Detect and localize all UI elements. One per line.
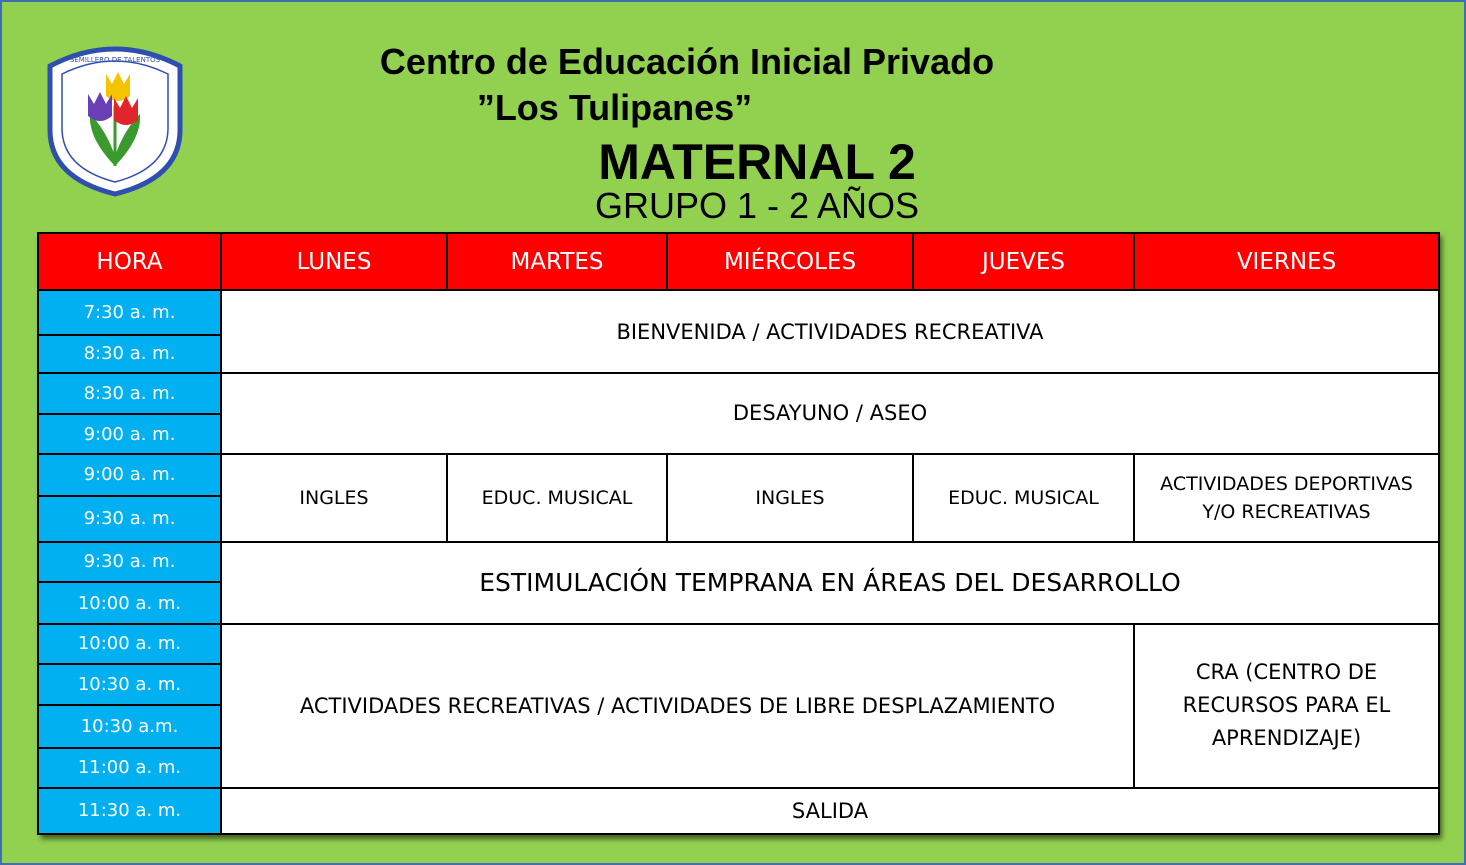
header-miercoles: MIÉRCOLES [667,233,913,290]
activity-welcome: BIENVENIDA / ACTIVIDADES RECREATIVA [221,290,1439,373]
time-cell: 9:00 a. m. [38,454,221,496]
logo-arc-top-text: SEMILLERO DE TALENTOS [69,56,161,64]
table-row [38,542,1439,582]
school-name: Centro de Educación Inicial Privado [379,41,995,82]
time-cell: 10:30 a. m. [38,664,221,705]
activity-thursday: EDUC. MUSICAL [913,454,1134,542]
activity-monday: INGLES [221,454,447,542]
schedule-table [37,232,1440,835]
header-lunes: LUNES [221,233,447,290]
activity-recreation: ACTIVIDADES RECREATIVAS / ACTIVIDADES DE LIBRE DESPLAZAMIENTO [221,624,1134,787]
table-row [38,373,1439,414]
header-jueves: JUEVES [913,233,1134,290]
header-martes: MARTES [447,233,667,290]
time-cell: 8:30 a. m. [38,335,221,373]
schedule-table-wrap [37,232,1438,835]
time-cell: 10:00 a. m. [38,624,221,663]
activity-tuesday: EDUC. MUSICAL [447,454,667,542]
time-cell: 10:30 a.m. [38,705,221,748]
time-cell: 9:30 a. m. [38,496,221,541]
activity-stimulation: ESTIMULACIÓN TEMPRANA EN ÁREAS DEL DESARROLLO [221,542,1439,625]
table-row [38,454,1439,496]
activity-friday: ACTIVIDADES DEPORTIVAS Y/O RECREATIVAS [1134,454,1439,542]
school-subname: ”Los Tulipanes” [476,87,753,128]
time-cell: 8:30 a. m. [38,373,221,414]
level-title: MATERNAL 2 [598,134,916,190]
header-hora: HORA [38,233,221,290]
table-row [38,788,1439,834]
header-row [38,233,1439,290]
table-row [38,624,1439,663]
activity-exit: SALIDA [221,788,1439,834]
header-viernes: VIERNES [1134,233,1439,290]
group-subtitle: GRUPO 1 - 2 AÑOS [594,185,920,226]
time-cell: 9:30 a. m. [38,542,221,582]
table-row [38,290,1439,334]
time-cell: 11:00 a. m. [38,748,221,787]
activity-cra: CRA (CENTRO DE RECURSOS PARA EL APRENDIZAJE) [1134,624,1439,787]
school-logo [40,38,190,198]
time-cell: 9:00 a. m. [38,414,221,453]
activity-breakfast: DESAYUNO / ASEO [221,373,1439,454]
time-cell: 11:30 a. m. [38,788,221,834]
time-cell: 10:00 a. m. [38,582,221,624]
activity-wednesday: INGLES [667,454,913,542]
time-cell: 7:30 a. m. [38,290,221,334]
